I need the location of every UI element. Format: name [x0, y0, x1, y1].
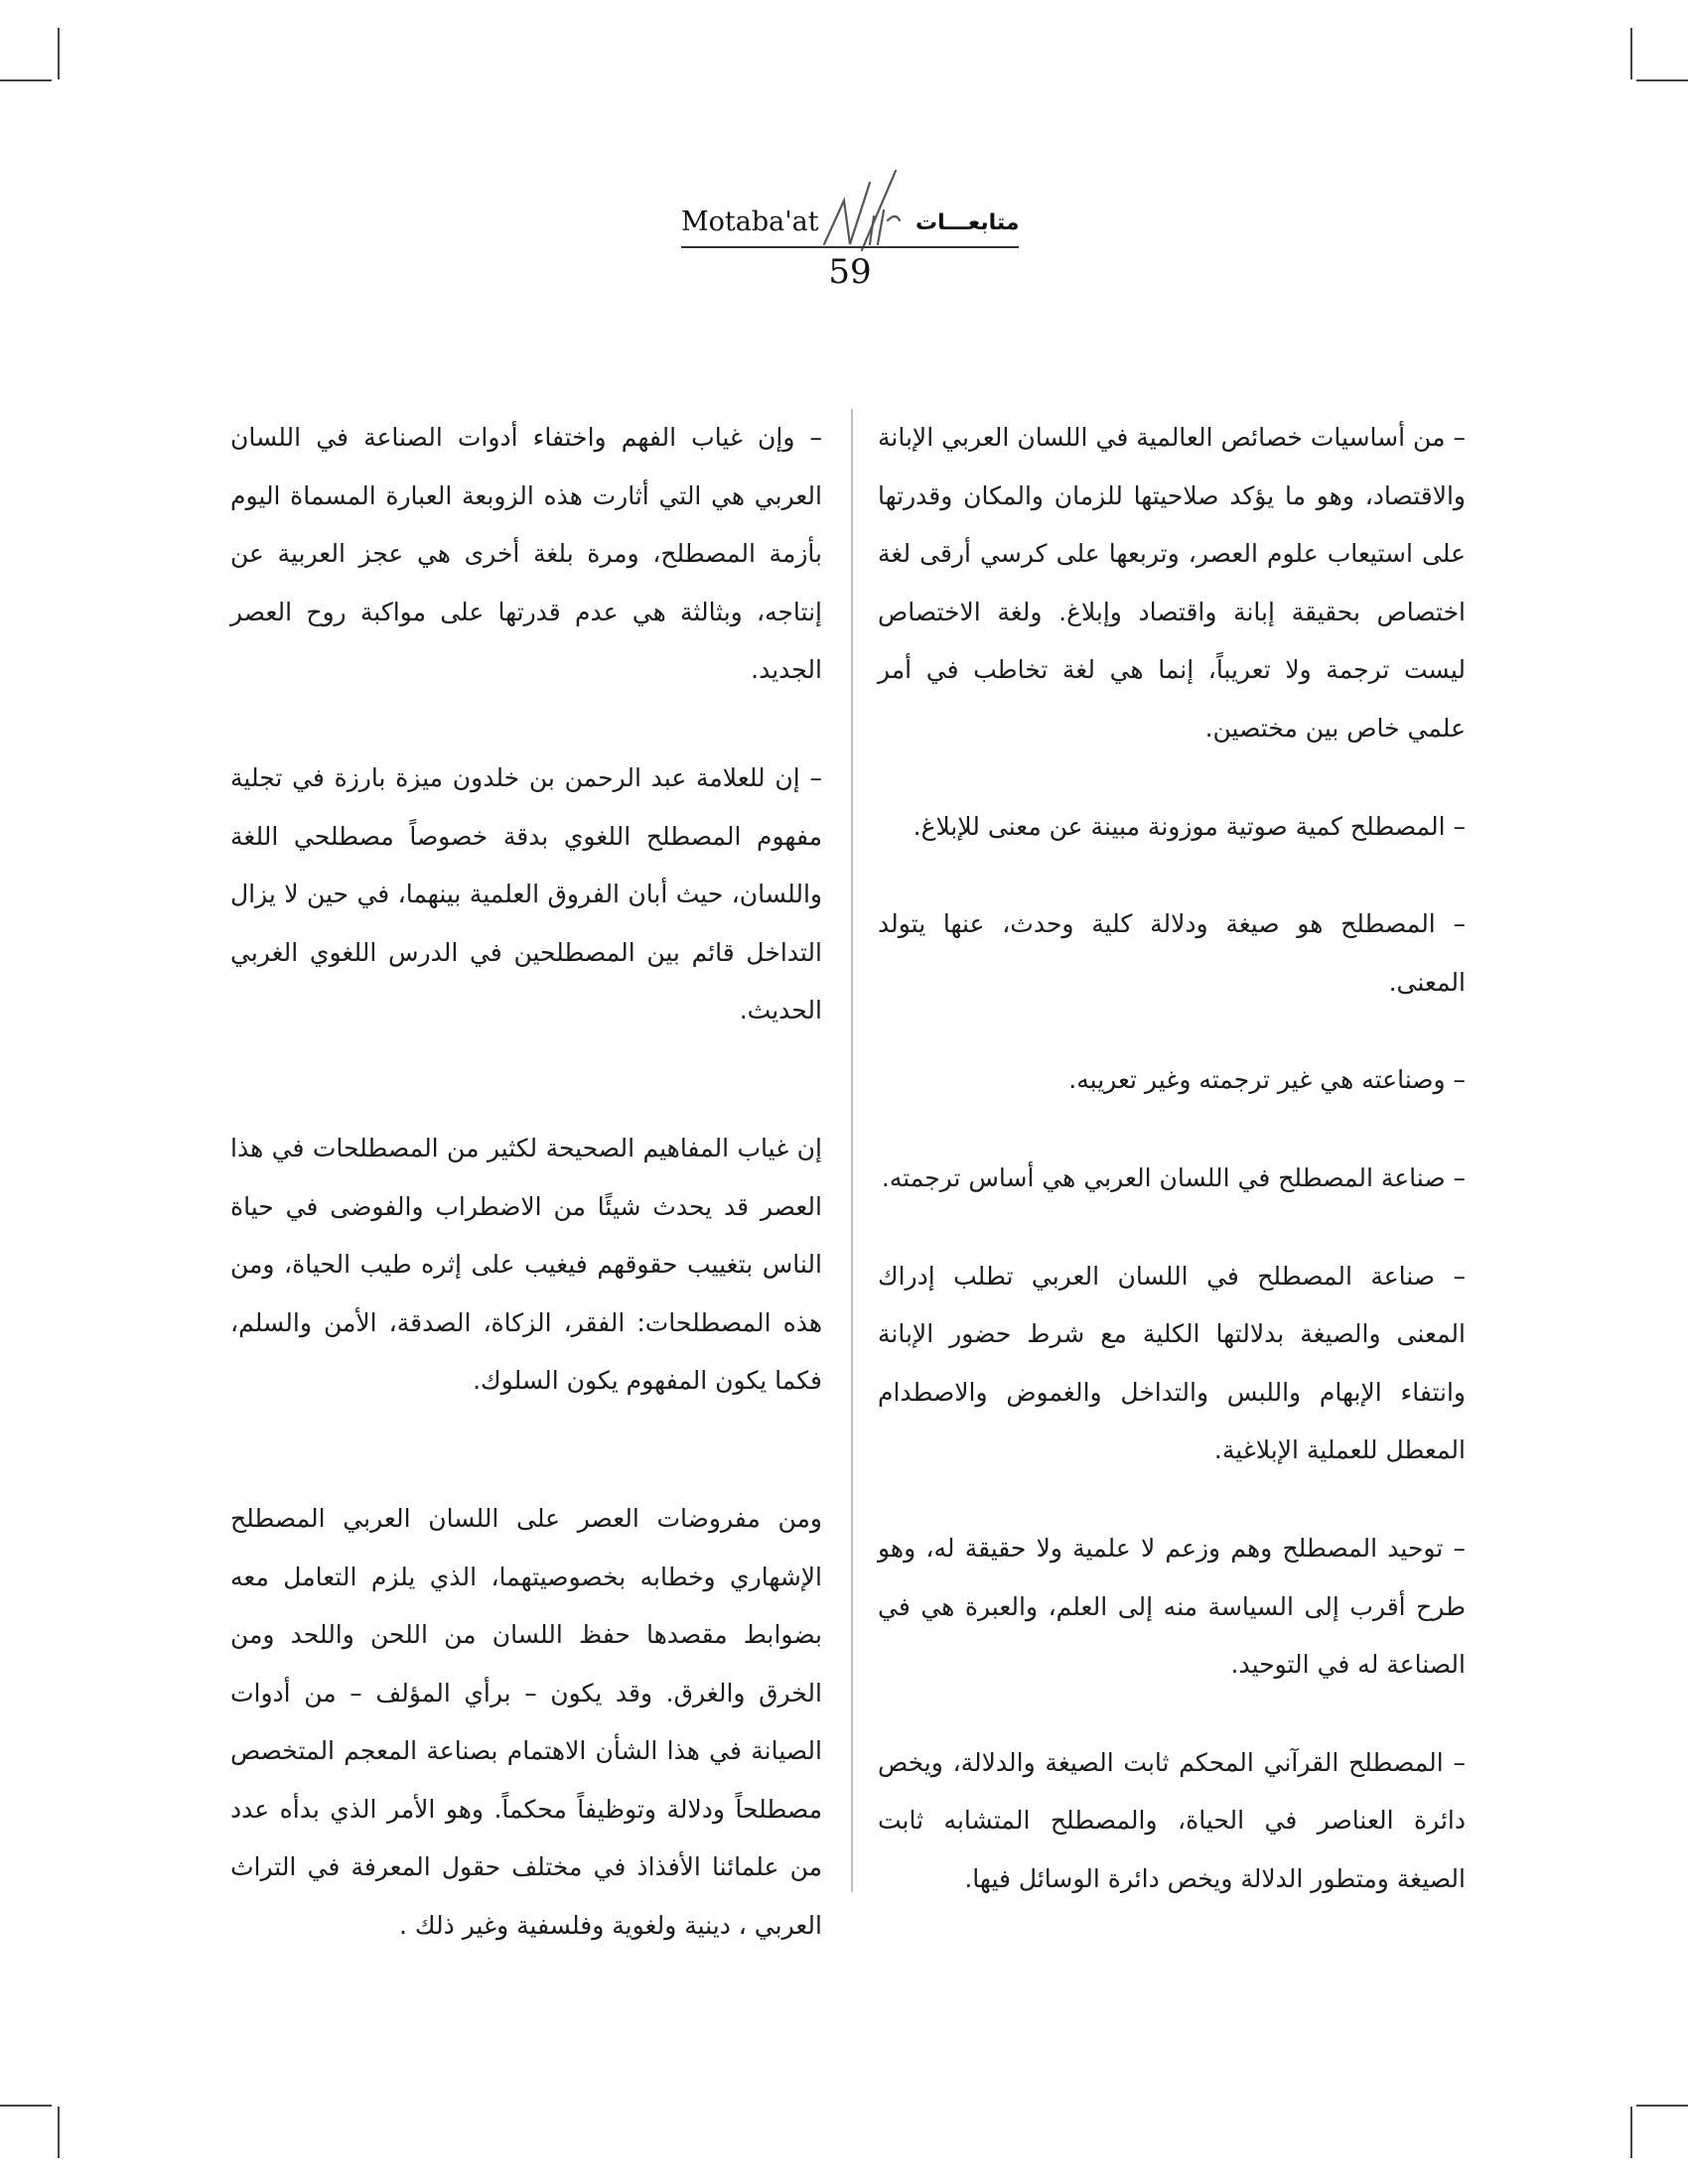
paragraph: – المصطلح هو صيغة ودلالة كلية وحدث، عنها يتولد المعنى.: [878, 909, 1466, 997]
paragraph: – وصناعته هي غير ترجمته وغير تعريبه.: [1068, 1065, 1466, 1095]
running-header: [681, 161, 1019, 300]
paragraph: إن غياب المفاهيم الصحيحة لكثير من المصطلحات في هذا العصر قد يحدث شيئًا من الاضطراب والفوضى في حياة الناس بتغييب حقوقهم فيغيب على إثره طيب الحياة، ومن هذه المصطلحات: الفقر، الزكاة، الصدقة، الأمن والسلم، فكما يكون المفهوم يكون السلوك.: [230, 1133, 822, 1396]
paragraph: – وإن غياب الفهم واختفاء أدوات الصناعة في اللسان العربي هي التي أثارت هذه الزوبعة العبارة المسماة اليوم بأزمة المصطلح، ومرة بلغة أخرى هي عجز العربية عن إنتاجه، وبثالثة هي عدم قدرتها على مواكبة روح العصر الجديد.: [230, 423, 822, 685]
crop-mark-bottom-right-vertical: [1630, 2107, 1632, 2158]
crop-mark-top-right-vertical: [1630, 28, 1632, 79]
crop-mark-top-left-horizontal: [0, 79, 52, 81]
crop-mark-bottom-left-horizontal: [0, 2105, 52, 2107]
crop-mark-top-right-horizontal: [1636, 79, 1688, 81]
paragraph: – المصطلح كمية صوتية موزونة مبينة عن معنى للإبلاغ.: [913, 811, 1466, 841]
paragraph: – توحيد المصطلح وهم وزعم لا علمية ولا حقيقة له، وهو طرح أقرب إلى السياسة منه إلى العلم، والعبرة هي في الصناعة له في التوحيد.: [878, 1533, 1466, 1680]
paragraph: – صناعة المصطلح في اللسان العربي هي أساس ترجمته.: [881, 1162, 1466, 1192]
column-divider: [851, 409, 853, 1892]
right-column: [878, 409, 1466, 1908]
crop-mark-bottom-left-vertical: [58, 2107, 60, 2158]
crop-mark-top-left-vertical: [58, 28, 60, 79]
journal-title-arabic: متابعـــات: [915, 210, 1020, 235]
left-column: [230, 409, 822, 1956]
journal-logo-icon: [804, 161, 914, 260]
paragraph: ومن مفروضات العصر على اللسان العربي المصطلح الإشهاري وخطابه بخصوصيتهما، الذي يلزم التعامل معه بضوابط مقصدها حفظ اللسان من اللحن واللحد ومن الخرق والغرق. وقد يكون – برأي المؤلف – من أدوات الصيانة في هذا الشأن الاهتمام بصناعة المعجم المتخصص مصطلحاً ودلالة وتوظيفاً محكماً. وهو الأمر الذي بدأه عدد من علمائنا الأفذاذ في مختلف حقول المعرفة في التراث العربي ، دينية ولغوية وفلسفية وغير ذلك .: [230, 1503, 822, 1941]
page-number: 59: [828, 252, 872, 292]
crop-mark-bottom-right-horizontal: [1636, 2105, 1688, 2107]
journal-title-latin: Motaba'at: [681, 206, 819, 237]
paragraph: – صناعة المصطلح في اللسان العربي تطلب إدراك المعنى والصيغة بدلالتها الكلية مع شرط حضور الإبانة وانتفاء الإبهام واللبس والتداخل والغموض والاصطدام المعطل للعملية الإبلاغية.: [878, 1261, 1466, 1465]
paragraph: – من أساسيات خصائص العالمية في اللسان العربي الإبانة والاقتصاد، وهو ما يؤكد صلاحيتها للزمان والمكان وقدرتها على استيعاب علوم العصر، وتربعها على كرسي أرقى لغة اختصاص بحقيقة إبانة واقتصاد وإبلاغ. ولغة الاختصاص ليست ترجمة ولا تعريباً، إنما هي لغة تخاطب في أمر علمي خاص بين مختصين.: [878, 423, 1466, 743]
paragraph: – المصطلح القرآني المحكم ثابت الصيغة والدلالة، ويخص دائرة العناصر في الحياة، والمصطلح المتشابه ثابت الصيغة ومتطور الدلالة ويخص دائرة الوسائل فيها.: [878, 1747, 1466, 1893]
paragraph: – إن للعلامة عبد الرحمن بن خلدون ميزة بارزة في تجلية مفهوم المصطلح اللغوي بدقة خصوصاً مصطلحي اللغة واللسان، حيث أبان الفروق العلمية بينهما، في حين لا يزال التداخل قائم بين المصطلحين في الدرس اللغوي الغربي الحديث.: [230, 762, 822, 1025]
header-rule: [681, 246, 1019, 248]
